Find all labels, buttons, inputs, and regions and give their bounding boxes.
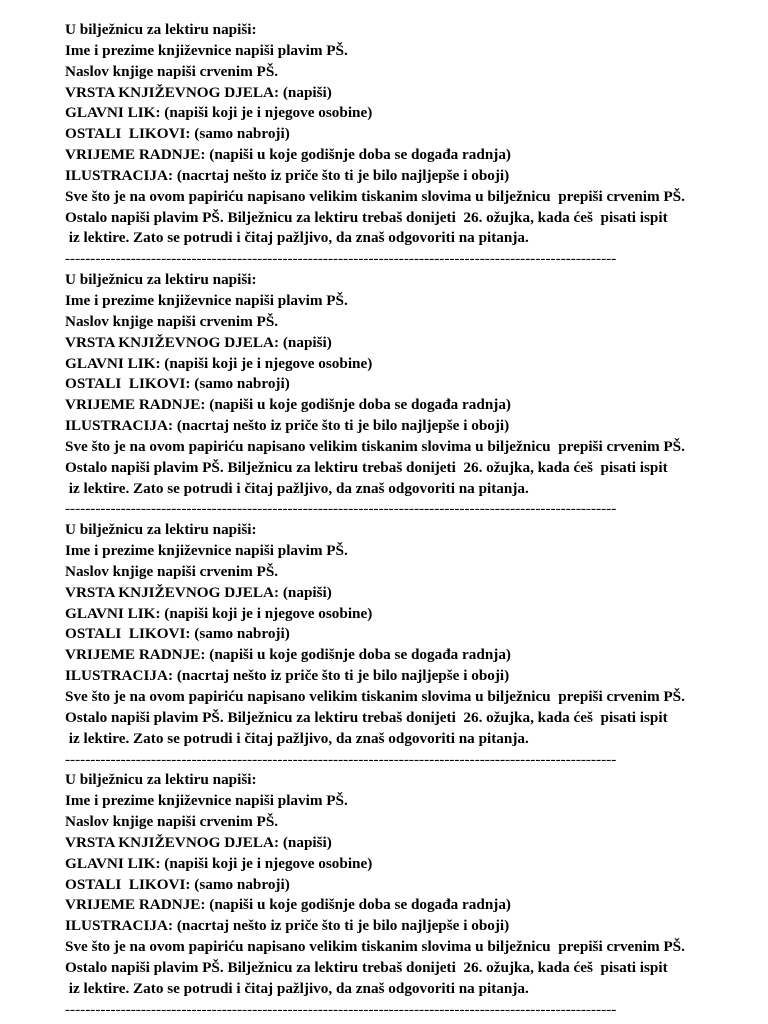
main-character-instruction: GLAVNI LIK: (napiši koji je i njegove osobine) bbox=[65, 104, 373, 122]
copy-instruction: Sve što je na ovom papiriću napisano velikim tiskanim slovima u bilježnicu prepiši crvenim PŠ. bbox=[65, 688, 685, 705]
deadline-instruction: Ostalo napiši plavim PŠ. Bilježnicu za lektiru trebaš donijeti 26. ožujka, kada ćeš pisati ispit bbox=[65, 208, 668, 226]
title-instruction: Naslov knjige napiši crvenim PŠ. bbox=[65, 312, 279, 330]
genre-instruction: VRSTA KNJIŽEVNOG DJELA: (napiši) bbox=[65, 83, 332, 101]
intro-line: U bilježnicu za lektiru napiši: bbox=[65, 771, 257, 789]
time-of-action-instruction: VRIJEME RADNJE: (napiši u koje godišnje doba se događa radnja) bbox=[65, 896, 511, 914]
main-character-instruction: GLAVNI LIK: (napiši koji je i njegove osobine) bbox=[65, 854, 373, 872]
illustration-instruction: ILUSTRACIJA: (nacrtaj nešto iz priče što ti je bilo najljepše i oboji) bbox=[65, 166, 510, 184]
author-instruction: Ime i prezime književnice napiši plavim PŠ. bbox=[65, 542, 348, 560]
intro-line: U bilježnicu za lektiru napiši: bbox=[65, 271, 257, 289]
closing-instruction: iz lektire. Zato se potrudi i čitaj pažljivo, da znaš odgovoriti na pitanja. bbox=[65, 229, 529, 247]
cut-line-divider: ------------------------------------------------------------------------------------------------------------- bbox=[65, 750, 617, 768]
title-instruction: Naslov knjige napiši crvenim PŠ. bbox=[65, 562, 279, 580]
closing-instruction: iz lektire. Zato se potrudi i čitaj pažljivo, da znaš odgovoriti na pitanja. bbox=[65, 479, 529, 497]
deadline-instruction: Ostalo napiši plavim PŠ. Bilježnicu za lektiru trebaš donijeti 26. ožujka, kada ćeš pisati ispit bbox=[65, 708, 668, 726]
copy-instruction: Sve što je na ovom papiriću napisano velikim tiskanim slovima u bilježnicu prepiši crvenim PŠ. bbox=[65, 187, 685, 205]
time-of-action-instruction: VRIJEME RADNJE: (napiši u koje godišnje doba se događa radnja) bbox=[65, 146, 511, 164]
author-instruction: Ime i prezime književnice napiši plavim PŠ. bbox=[65, 792, 348, 810]
author-instruction: Ime i prezime književnice napiši plavim PŠ. bbox=[65, 41, 348, 59]
copy-instruction: Sve što je na ovom papiriću napisano velikim tiskanim slovima u bilježnicu prepiši crvenim PŠ. bbox=[65, 938, 685, 956]
illustration-instruction: ILUSTRACIJA: (nacrtaj nešto iz priče što ti je bilo najljepše i oboji) bbox=[65, 917, 510, 935]
other-characters-instruction: OSTALI LIKOVI: (samo nabroji) bbox=[65, 125, 290, 143]
cut-line-divider: ------------------------------------------------------------------------------------------------------------- bbox=[65, 500, 617, 518]
cut-line-divider: ------------------------------------------------------------------------------------------------------------- bbox=[65, 250, 617, 268]
genre-instruction: VRSTA KNJIŽEVNOG DJELA: (napiši) bbox=[65, 583, 332, 601]
cut-line-divider: ------------------------------------------------------------------------------------------------------------- bbox=[65, 1000, 617, 1018]
author-instruction: Ime i prezime književnice napiši plavim PŠ. bbox=[65, 291, 348, 309]
instruction-block bbox=[65, 520, 765, 770]
closing-instruction: iz lektire. Zato se potrudi i čitaj pažljivo, da znaš odgovoriti na pitanja. bbox=[65, 729, 529, 747]
title-instruction: Naslov knjige napiši crvenim PŠ. bbox=[65, 62, 279, 80]
intro-line: U bilježnicu za lektiru napiši: bbox=[65, 521, 257, 539]
deadline-instruction: Ostalo napiši plavim PŠ. Bilježnicu za lektiru trebaš donijeti 26. ožujka, kada ćeš pisati ispit bbox=[65, 458, 668, 476]
document-page bbox=[65, 20, 765, 1021]
other-characters-instruction: OSTALI LIKOVI: (samo nabroji) bbox=[65, 625, 290, 643]
time-of-action-instruction: VRIJEME RADNJE: (napiši u koje godišnje doba se događa radnja) bbox=[65, 396, 511, 414]
deadline-instruction: Ostalo napiši plavim PŠ. Bilježnicu za lektiru trebaš donijeti 26. ožujka, kada ćeš pisati ispit bbox=[65, 958, 668, 976]
intro-line: U bilježnicu za lektiru napiši: bbox=[65, 21, 257, 38]
illustration-instruction: ILUSTRACIJA: (nacrtaj nešto iz priče što ti je bilo najljepše i oboji) bbox=[65, 667, 510, 685]
instruction-block bbox=[65, 20, 765, 270]
closing-instruction: iz lektire. Zato se potrudi i čitaj pažljivo, da znaš odgovoriti na pitanja. bbox=[65, 979, 529, 997]
genre-instruction: VRSTA KNJIŽEVNOG DJELA: (napiši) bbox=[65, 333, 332, 351]
title-instruction: Naslov knjige napiši crvenim PŠ. bbox=[65, 813, 279, 831]
instruction-block bbox=[65, 770, 765, 1020]
illustration-instruction: ILUSTRACIJA: (nacrtaj nešto iz priče što ti je bilo najljepše i oboji) bbox=[65, 417, 510, 435]
other-characters-instruction: OSTALI LIKOVI: (samo nabroji) bbox=[65, 875, 290, 893]
genre-instruction: VRSTA KNJIŽEVNOG DJELA: (napiši) bbox=[65, 833, 332, 851]
main-character-instruction: GLAVNI LIK: (napiši koji je i njegove osobine) bbox=[65, 354, 373, 372]
time-of-action-instruction: VRIJEME RADNJE: (napiši u koje godišnje doba se događa radnja) bbox=[65, 646, 511, 664]
other-characters-instruction: OSTALI LIKOVI: (samo nabroji) bbox=[65, 375, 290, 393]
main-character-instruction: GLAVNI LIK: (napiši koji je i njegove osobine) bbox=[65, 604, 373, 622]
copy-instruction: Sve što je na ovom papiriću napisano velikim tiskanim slovima u bilježnicu prepiši crvenim PŠ. bbox=[65, 437, 685, 455]
instruction-block bbox=[65, 270, 765, 520]
